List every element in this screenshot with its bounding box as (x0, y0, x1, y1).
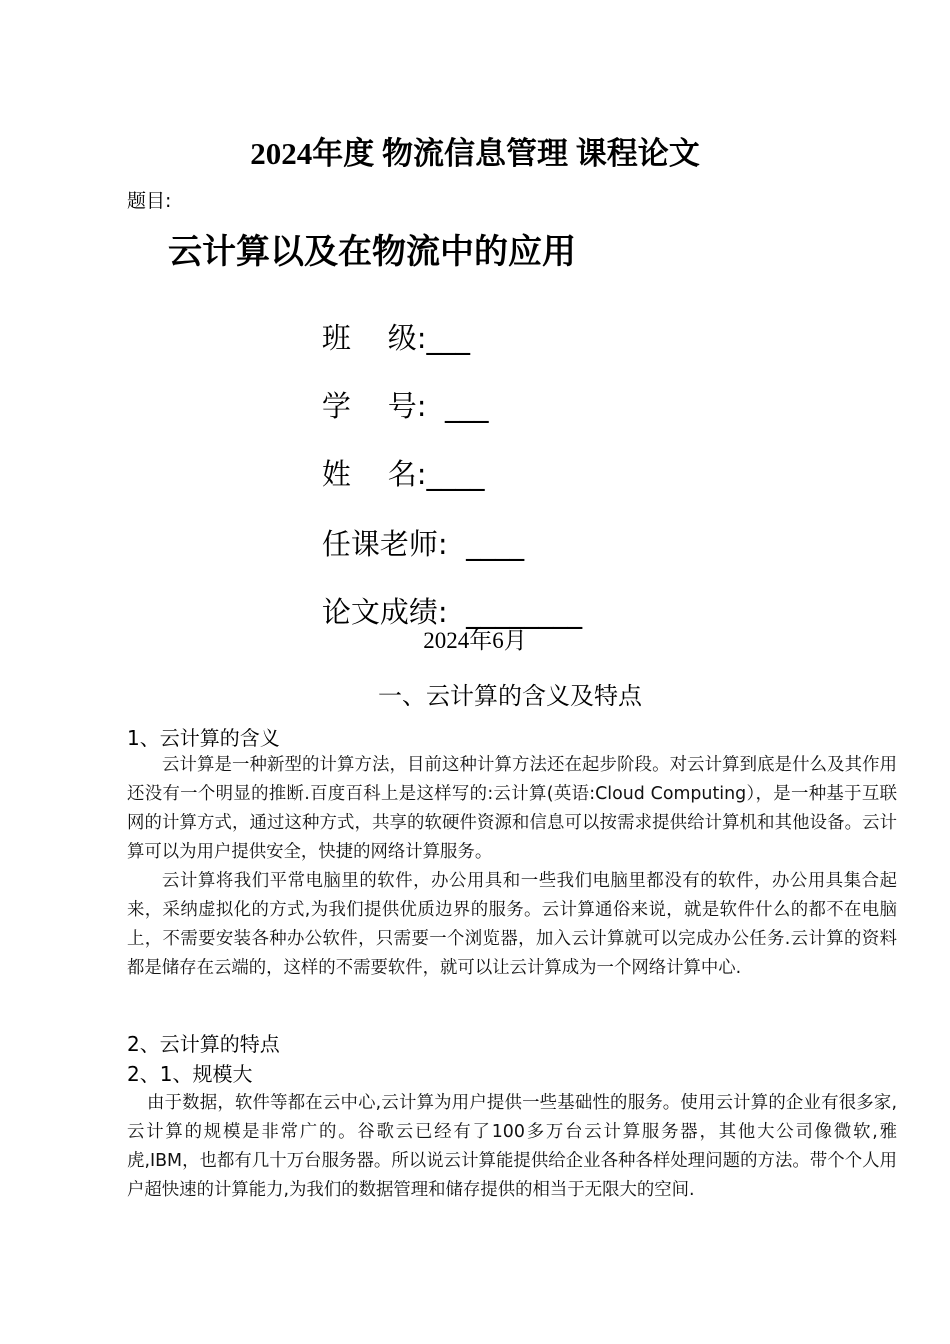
name-label: 姓 名: (321, 457, 427, 491)
student-id-blank: ___ (444, 389, 489, 423)
document-title: 2024年度 物流信息管理 课程论文 (250, 136, 700, 171)
class-label: 班 级: (321, 321, 427, 355)
scale-paragraph-block (127, 1089, 897, 1205)
meaning-paragraphs (127, 751, 897, 983)
teacher-label: 任课老师: (321, 527, 467, 561)
student-id-label: 学 号: (321, 389, 445, 423)
grade-label: 论文成绩: (321, 595, 467, 629)
subsection-heading-scale: 2、1、规模大 (127, 1062, 253, 1086)
subsection-heading-features: 2、云计算的特点 (127, 1032, 280, 1056)
paragraph: 云计算将我们平常电脑里的软件，办公用具和一些我们电脑里都没有的软件，办公用具集合起来，采纳虚拟化的方式,为我们提供优质边界的服务。云计算通俗来说，就是软件什么的都不在电脑上，不需要安装各种办公软件，只需要一个浏览器，加入云计算就可以完成办公任务.云计算的资料都是储存在云端的，这样的不需要软件，就可以让云计算成为一个网络计算中心. (127, 871, 897, 978)
paragraph: 由于数据，软件等都在云中心,云计算为用户提供一些基础性的服务。使用云计算的企业有很多家,云计算的规模是非常广的。谷歌云已经有了100多万台云计算服务器，其他大公司像微软,雅虎,IBM，也都有几十万台服务器。所以说云计算能提供给企业各种各样处理问题的方法。带个个人用户超快速的计算能力,为我们的数据管理和储存提供的相当于无限大的空间. (127, 1093, 897, 1200)
name-blank: ____ (426, 457, 485, 491)
subsection-heading-meaning: 1、云计算的含义 (127, 726, 280, 750)
topic-label: 题目: (127, 190, 172, 212)
section-heading: 一、云计算的含义及特点 (378, 682, 642, 710)
teacher-blank: ____ (466, 527, 525, 561)
cover-date: 2024年6月 (423, 628, 527, 653)
class-blank: ___ (426, 321, 471, 355)
paragraph: 云计算是一种新型的计算方法，目前这种计算方法还在起步阶段。对云计算到底是什么及其作用还没有一个明显的推断.百度百科上是这样写的:云计算(英语:Cloud Computing），是一种基于互联网的计算方式，通过这种方式，共享的软硬件资源和信息可以按需求提供给计算机和其他设备。云计算可以为用户提供安全，快捷的网络计算服务。 (127, 755, 897, 862)
paper-topic: 云计算以及在物流中的应用 (168, 232, 576, 272)
grade-blank: ________ (466, 595, 583, 629)
